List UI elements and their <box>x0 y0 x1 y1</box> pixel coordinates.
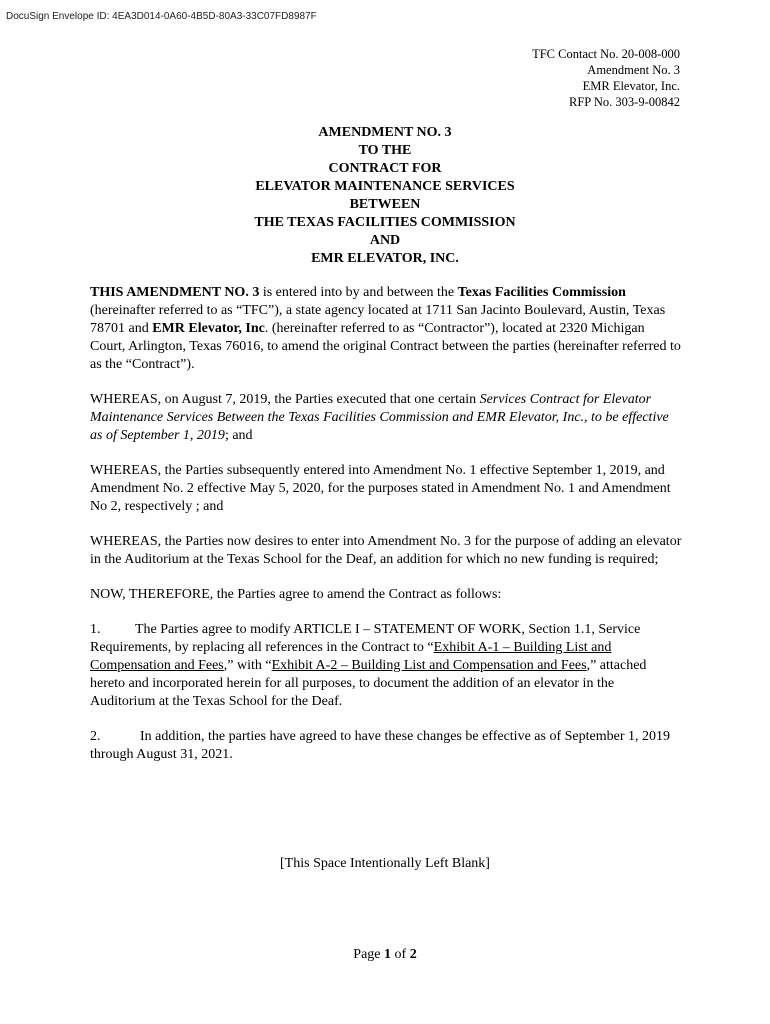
title-line: CONTRACT FOR <box>328 161 442 176</box>
whereas-paragraph-1 <box>90 391 682 445</box>
contract-reference-block <box>532 46 680 110</box>
docusign-envelope-id: DocuSign Envelope ID: 4EA3D014-0A60-4B5D-80A3-33C07FD8987F <box>6 11 317 22</box>
document-title <box>0 124 770 268</box>
item-text: In addition, the parties have agreed to have these changes be effective as of September 1, 2019 through August 31, 2021. <box>90 729 670 762</box>
blank-space-notice: [This Space Intentionally Left Blank] <box>280 856 490 871</box>
intro-paragraph <box>90 284 682 374</box>
page-current: 1 <box>384 947 392 962</box>
amendment-label: THIS AMENDMENT NO. 3 <box>90 285 260 300</box>
amendment-number: Amendment No. 3 <box>587 63 680 77</box>
intro-text: is entered into by and between the <box>259 285 458 300</box>
item-number: 2. <box>90 729 101 744</box>
title-line: ELEVATOR MAINTENANCE SERVICES <box>255 179 515 194</box>
item-text: The Parties agree to modify ARTICLE I – STATEMENT OF WORK, Section 1.1, Service Requirements, by replacing all references in the Contract to “ <box>90 622 641 655</box>
page-label: Page <box>353 947 385 962</box>
contractor-name: EMR Elevator, Inc <box>152 321 265 336</box>
page-total: 2 <box>409 947 417 962</box>
whereas-text: ; and <box>224 428 253 443</box>
intro-text: . (hereinafter referred to as “Contractor”), located at 2320 Michigan Court, Arlington, Texas 76016, to amend the original Contract between the parties (hereinafter referred to as the “Contract”). <box>90 321 681 372</box>
contract-title: Services Contract for Elevator Maintenance Services Between the Texas Facilities Commission and EMR Elevator, Inc., to be effective as of September 1, 2019 <box>90 392 669 443</box>
rfp-number: RFP No. 303-9-00842 <box>568 95 680 109</box>
intro-text: (hereinafter referred to as “TFC”), a state agency located at 1711 San Jacinto Boulevard, Austin, Texas 78701 and <box>90 303 666 336</box>
whereas-paragraph-2: WHEREAS, the Parties subsequently entered into Amendment No. 1 effective September 1, 2019, and Amendment No. 2 effective May 5, 2020, for the purposes stated in Amendment No. 1 and Amendment No 2, respectively ; and <box>90 463 671 514</box>
item-text: ,” attached hereto and incorporated herein for all purposes, to document the addition of an elevator in the Auditorium at the Texas School for the Deaf. <box>90 658 647 709</box>
whereas-text: WHEREAS, on August 7, 2019, the Parties executed that one certain <box>90 392 480 407</box>
now-therefore-paragraph: NOW, THEREFORE, the Parties agree to amend the Contract as follows: <box>90 587 502 602</box>
title-line: THE TEXAS FACILITIES COMMISSION <box>254 215 516 230</box>
title-line: AND <box>369 233 401 248</box>
page-number <box>0 947 770 963</box>
item-number: 1. <box>90 622 101 637</box>
tfc-name: Texas Facilities Commission <box>457 285 626 300</box>
numbered-item-1 <box>90 621 682 711</box>
title-line: EMR ELEVATOR, INC. <box>311 251 459 266</box>
contract-number: TFC Contact No. 20-008-000 <box>532 47 680 61</box>
page-of: of <box>391 947 410 962</box>
exhibit-a1-reference: Exhibit A-1 – Building List and Compensation and Fees <box>90 640 612 673</box>
title-line: AMENDMENT NO. 3 <box>318 125 452 140</box>
vendor-name: EMR Elevator, Inc. <box>582 79 680 93</box>
title-line: TO THE <box>358 143 412 158</box>
title-line: BETWEEN <box>349 197 421 212</box>
document-body <box>90 284 682 781</box>
numbered-item-2 <box>90 728 682 764</box>
item-text: ,” with “ <box>223 658 272 673</box>
exhibit-a2-reference: Exhibit A-2 – Building List and Compensation and Fees <box>271 658 587 673</box>
whereas-paragraph-3: WHEREAS, the Parties now desires to enter into Amendment No. 3 for the purpose of adding an elevator in the Auditorium at the Texas School for the Deaf, an addition for which no new funding is required; <box>90 534 682 567</box>
